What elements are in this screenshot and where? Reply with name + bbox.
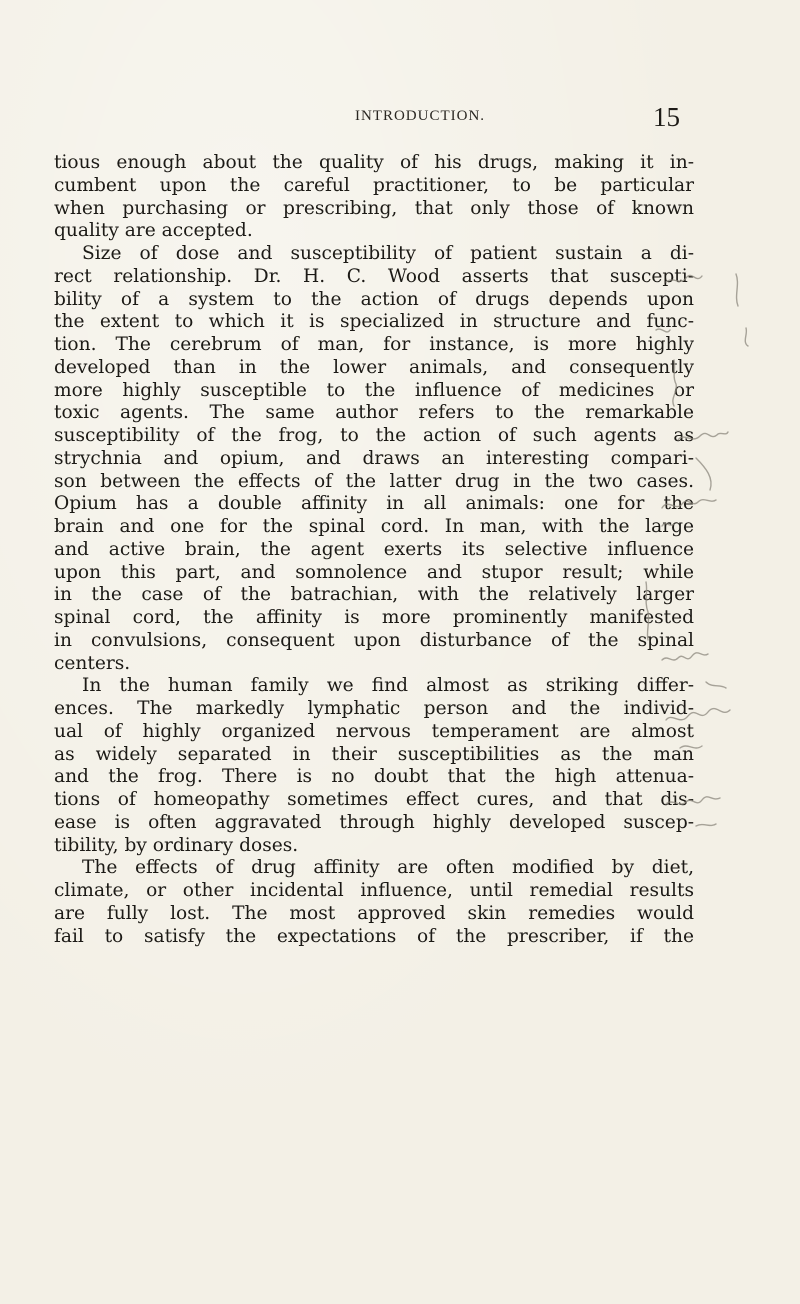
text-line: In the human family we find almost as striking differ- — [82, 675, 694, 697]
running-head — [160, 104, 680, 134]
text-line: tibility, by ordinary doses. — [54, 834, 299, 856]
text-line: brain and one for the spinal cord. In man, with the large — [54, 516, 694, 537]
text-line: developed than in the lower animals, and consequently — [54, 356, 694, 378]
text-line: as widely separated in their susceptibilities as the man — [54, 743, 694, 765]
text-line: tions of homeopathy sometimes effect cures, and that dis- — [54, 789, 694, 810]
text-line: spinal cord, the affinity is more prominently manifested — [54, 607, 694, 628]
text-line: The effects of drug affinity are often modified by diet, — [82, 857, 694, 879]
text-line: the extent to which it is specialized in structure and func- — [54, 311, 694, 333]
text-line: in convulsions, consequent upon disturbance of the spinal — [54, 629, 694, 651]
text-line: fail to satisfy the expectations of the prescriber, if the — [54, 925, 694, 947]
text-line: ual of highly organized nervous temperament are almost — [54, 720, 694, 742]
text-line: ease is often aggravated through highly developed suscep- — [54, 811, 694, 833]
text-line: rect relationship. Dr. H. C. Wood asserts that suscepti- — [54, 265, 694, 287]
text-line: bility of a system to the action of drugs depends upon — [54, 288, 694, 310]
body-text — [54, 152, 694, 948]
text-line: upon this part, and somnolence and stupor result; while — [54, 561, 694, 583]
text-line: centers. — [54, 652, 131, 674]
page-number: 15 — [653, 102, 680, 132]
text-line: when purchasing or prescribing, that only those of known — [54, 197, 694, 219]
text-line: toxic agents. The same author refers to the remarkable — [54, 402, 694, 424]
running-title: INTRODUCTION. — [354, 108, 486, 124]
text-line: in the case of the batrachian, with the relatively larger — [54, 584, 694, 606]
text-line: strychnia and opium, and draws an interesting compari- — [54, 447, 694, 469]
text-line: quality are accepted. — [54, 220, 253, 242]
text-line: tious enough about the quality of his drugs, making it in- — [54, 152, 694, 173]
text-line: son between the effects of the latter drug in the two cases. — [54, 470, 694, 492]
text-line: and active brain, the agent exerts its selective influence — [54, 538, 694, 560]
text-line: susceptibility of the frog, to the action of such agents as — [54, 425, 694, 446]
text-line: Opium has a double affinity in all animals: one for the — [54, 493, 694, 515]
text-line: ences. The markedly lymphatic person and the individ- — [54, 698, 694, 719]
text-line: are fully lost. The most approved skin remedies would — [54, 902, 694, 924]
text-line: and the frog. There is no doubt that the high attenua- — [54, 766, 694, 788]
text-line: cumbent upon the careful practitioner, to be particular — [54, 174, 694, 196]
text-line: climate, or other incidental influence, until remedial results — [54, 880, 694, 901]
text-line: tion. The cerebrum of man, for instance, is more highly — [54, 334, 694, 355]
text-line: Size of dose and susceptibility of patient sustain a di- — [82, 243, 694, 264]
text-line: more highly susceptible to the influence of medicines or — [54, 379, 694, 401]
